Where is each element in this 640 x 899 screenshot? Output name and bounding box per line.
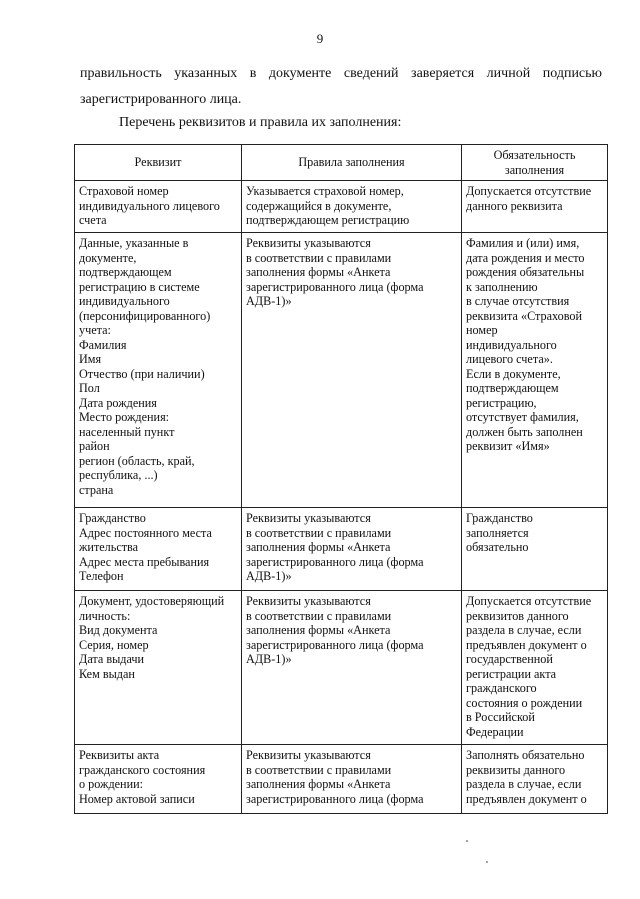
cell-line: реквизит «Имя» xyxy=(466,439,550,453)
cell-line: отсутствует фамилия, xyxy=(466,410,579,424)
cell-line: документе, xyxy=(79,250,137,265)
cell-line: содержащийся в документе, xyxy=(246,198,392,213)
cell-line: зарегистрированного лица (форма xyxy=(246,554,424,569)
cell-line: личность: xyxy=(79,608,131,623)
cell-line: раздела в случае, если xyxy=(466,623,582,637)
table-row xyxy=(75,591,608,745)
table-row xyxy=(75,745,608,814)
cell-requisite xyxy=(75,233,242,508)
cell-mandatory xyxy=(462,745,608,814)
cell-line: республика, ...) xyxy=(79,468,158,482)
cell-filling-rules xyxy=(242,181,462,233)
scan-speck xyxy=(486,861,488,863)
cell-line: Реквизиты указываются xyxy=(246,236,371,250)
cell-line: заполнения формы «Анкета xyxy=(246,540,391,554)
cell-line: номер xyxy=(466,323,498,337)
cell-line: Документ, удостоверяющий xyxy=(79,594,225,608)
cell-line: реквизитов данного xyxy=(466,608,569,623)
cell-line: Серия, номер xyxy=(79,637,149,652)
cell-line: состояния о рождении xyxy=(466,695,583,710)
header-requisite: Реквизит xyxy=(75,145,242,181)
page-number: 9 xyxy=(316,31,324,46)
cell-line: индивидуального xyxy=(466,337,557,352)
cell-line: Федерации xyxy=(466,724,524,739)
cell-line: в соответствии с правилами xyxy=(246,608,392,623)
cell-line: зарегистрированного лица (форма xyxy=(246,279,424,294)
cell-line: Данные, указанные в xyxy=(79,236,189,250)
cell-line: счета xyxy=(79,213,107,227)
cell-line: Кем выдан xyxy=(79,666,135,681)
cell-line: страна xyxy=(79,482,114,497)
cell-line: учета: xyxy=(79,323,111,337)
cell-line: регистрации акта xyxy=(466,666,557,681)
cell-line: раздела в случае, если xyxy=(466,777,582,791)
cell-line: Пол xyxy=(79,381,100,395)
cell-line: заполняется xyxy=(466,525,529,540)
cell-filling-rules xyxy=(242,745,462,814)
cell-mandatory xyxy=(462,233,608,508)
cell-line: рождения обязательны xyxy=(466,265,585,279)
cell-filling-rules xyxy=(242,508,462,591)
cell-mandatory xyxy=(462,591,608,745)
cell-line: Номер актовой записи xyxy=(79,791,195,806)
cell-line: лицевого счета». xyxy=(466,352,553,366)
cell-line: в случае отсутствия xyxy=(466,294,570,308)
paragraph-line-1: правильность указанных в документе сведений заверяется личной подписью xyxy=(80,66,602,81)
cell-line: в соответствии с правилами xyxy=(246,525,392,540)
cell-line: Адрес постоянного места xyxy=(79,525,212,540)
list-heading: Перечень реквизитов и правила их заполнения: xyxy=(119,115,402,130)
cell-line: Отчество (при наличии) xyxy=(79,366,205,381)
cell-filling-rules xyxy=(242,591,462,745)
cell-line: Имя xyxy=(79,352,102,366)
cell-line: Страховой номер xyxy=(79,184,169,198)
scan-speck xyxy=(466,840,468,842)
cell-line: (персонифицированного) xyxy=(79,308,211,323)
cell-line: АДВ-1)» xyxy=(246,569,292,583)
cell-line: индивидуального лицевого xyxy=(79,198,220,213)
cell-line: должен быть заполнен xyxy=(466,424,583,439)
cell-line: предъявлен документ о xyxy=(466,791,587,806)
cell-line: зарегистрированного лица (форма xyxy=(246,637,424,652)
cell-line: Дата рождения xyxy=(79,395,157,410)
cell-line: зарегистрированного лица (форма xyxy=(246,791,424,806)
cell-line: Реквизиты указываются xyxy=(246,748,371,762)
cell-requisite xyxy=(75,508,242,591)
cell-line: в соответствии с правилами xyxy=(246,250,392,265)
cell-line: район xyxy=(79,439,110,453)
cell-filling-rules xyxy=(242,233,462,508)
cell-line: подтверждающем xyxy=(79,265,172,279)
cell-line: в соответствии с правилами xyxy=(246,762,392,777)
cell-line: Реквизиты указываются xyxy=(246,594,371,608)
cell-line: подтверждающем регистрацию xyxy=(246,213,410,227)
cell-requisite xyxy=(75,591,242,745)
cell-line: регистрацию в системе xyxy=(79,279,200,294)
cell-line: индивидуального xyxy=(79,294,170,308)
cell-line: к заполнению xyxy=(466,279,538,294)
cell-line: регистрацию, xyxy=(466,395,537,410)
cell-line: регион (область, край, xyxy=(79,453,195,468)
cell-line: реквизита «Страховой xyxy=(466,308,583,323)
table-row xyxy=(75,508,608,591)
cell-line: Фамилия и (или) имя, xyxy=(466,236,580,250)
cell-line: Реквизиты акта xyxy=(79,748,160,762)
cell-mandatory xyxy=(462,181,608,233)
cell-line: АДВ-1)» xyxy=(246,652,292,666)
header-mandatory: Обязательность заполнения xyxy=(462,145,608,181)
requisites-table xyxy=(74,144,608,814)
cell-line: АДВ-1)» xyxy=(246,294,292,308)
cell-line: Фамилия xyxy=(79,337,127,352)
cell-line: жительства xyxy=(79,540,139,554)
cell-line: Вид документа xyxy=(79,623,158,637)
cell-mandatory xyxy=(462,508,608,591)
cell-line: Если в документе, xyxy=(466,366,561,381)
cell-line: Допускается отсутствие xyxy=(466,184,592,198)
cell-line: гражданского состояния xyxy=(79,762,206,777)
cell-line: населенный пункт xyxy=(79,424,175,439)
cell-line: данного реквизита xyxy=(466,198,563,213)
header-filling-rules: Правила заполнения xyxy=(242,145,462,181)
cell-line: предъявлен документ о xyxy=(466,637,587,652)
table-row xyxy=(75,181,608,233)
cell-requisite xyxy=(75,745,242,814)
cell-line: реквизиты данного xyxy=(466,762,566,777)
cell-line: дата рождения и место xyxy=(466,250,585,265)
cell-line: государственной xyxy=(466,652,553,666)
cell-line: Реквизиты указываются xyxy=(246,511,371,525)
table-row xyxy=(75,233,608,508)
cell-line: заполнения формы «Анкета xyxy=(246,265,391,279)
cell-requisite xyxy=(75,181,242,233)
cell-line: обязательно xyxy=(466,540,529,554)
cell-line: Допускается отсутствие xyxy=(466,594,592,608)
cell-line: в Российской xyxy=(466,710,535,724)
cell-line: Гражданство xyxy=(466,511,533,525)
cell-line: заполнения формы «Анкета xyxy=(246,777,391,791)
cell-line: Телефон xyxy=(79,569,124,583)
cell-line: Дата выдачи xyxy=(79,652,145,666)
cell-line: о рождении: xyxy=(79,777,144,791)
cell-line: Место рождения: xyxy=(79,410,170,424)
table-header-row xyxy=(75,145,608,181)
cell-line: Указывается страховой номер, xyxy=(246,184,404,198)
cell-line: Гражданство xyxy=(79,511,146,525)
cell-line: заполнения формы «Анкета xyxy=(246,623,391,637)
paragraph-line-2: зарегистрированного лица. xyxy=(80,92,242,107)
cell-line: Заполнять обязательно xyxy=(466,748,585,762)
cell-line: Адрес места пребывания xyxy=(79,554,210,569)
cell-line: подтверждающем xyxy=(466,381,559,395)
cell-line: гражданского xyxy=(466,681,537,695)
